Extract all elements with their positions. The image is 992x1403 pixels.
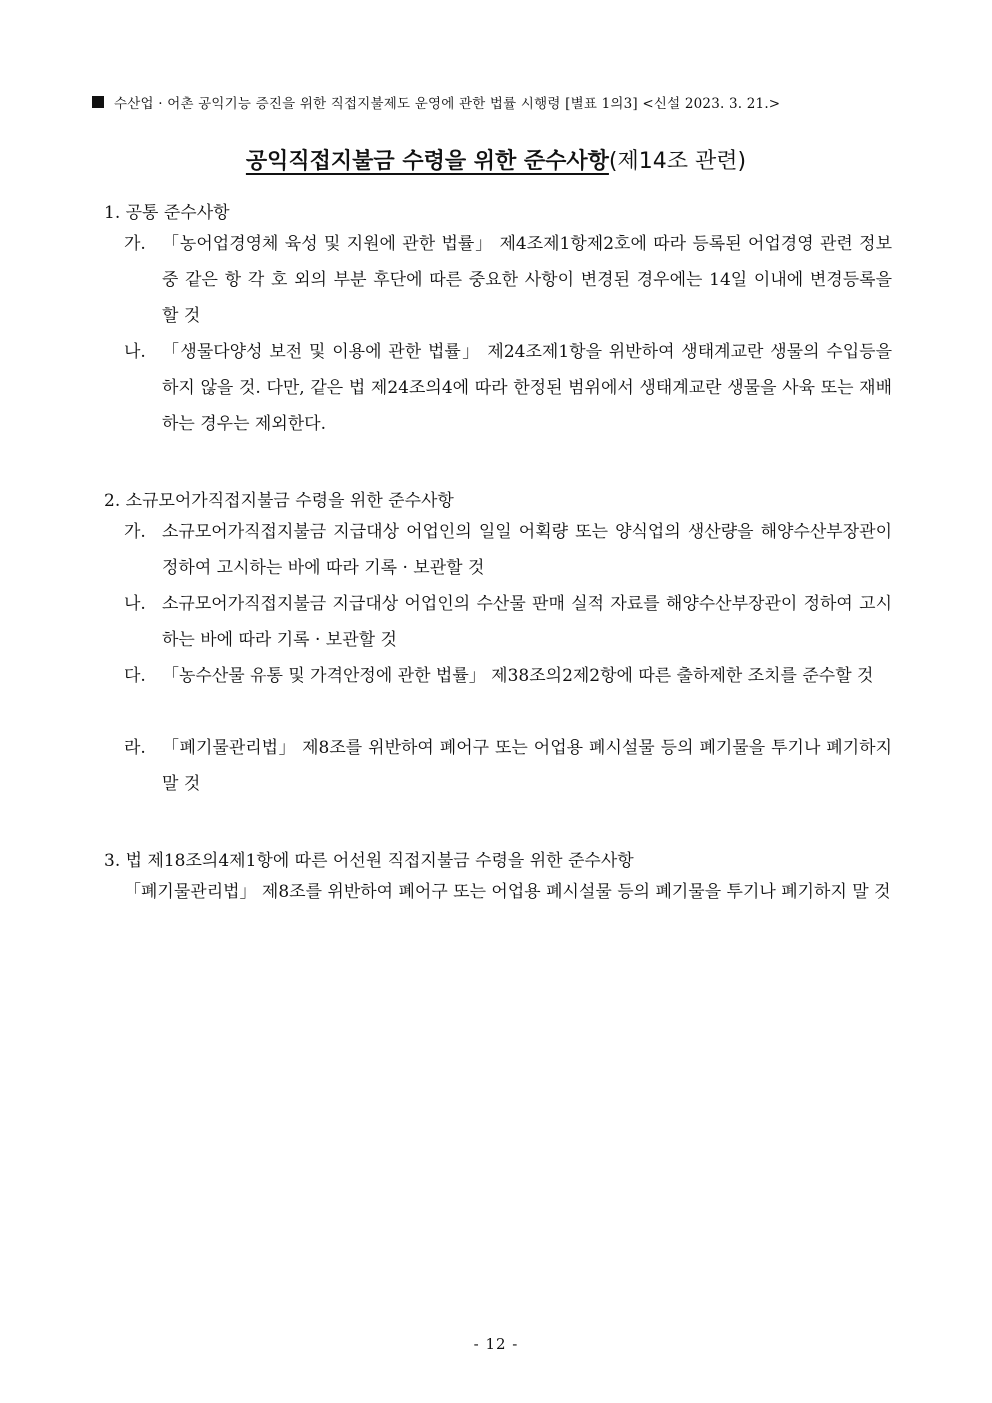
item-text: 소규모어가직접지불금 지급대상 어업인의 일일 어획량 또는 양식업의 생산량을 해양수산부장관이 정하여 고시하는 바에 따라 기록 · 보관할 것 bbox=[162, 522, 892, 578]
item-text: 소규모어가직접지불금 지급대상 어업인의 수산물 판매 실적 자료를 해양수산부장관이 정하여 고시하는 바에 따라 기록 · 보관할 것 bbox=[162, 594, 892, 650]
black-square-icon bbox=[92, 96, 104, 108]
section-3-heading: 3. 법 제18조의4제1항에 따른 어선원 직접지불금 수령을 위한 준수사항 bbox=[104, 851, 634, 871]
document-title bbox=[0, 144, 992, 175]
item-marker: 다. bbox=[124, 666, 146, 686]
item-marker: 가. bbox=[124, 234, 146, 254]
section-3-paragraph: 「폐기물관리법」 제8조를 위반하여 폐어구 또는 어업용 폐시설물 등의 폐기물을 투기나 폐기하지 말 것 bbox=[124, 882, 891, 902]
item-text: 「농어업경영체 육성 및 지원에 관한 법률」 제4조제1항제2호에 따라 등록된 어업경영 관련 정보 중 같은 항 각 호 외의 부분 후단에 따른 중요한 사항이 변경된 경우에는 14일 이내에 변경등록을 할 것 bbox=[162, 234, 892, 326]
item-marker: 나. bbox=[124, 342, 146, 362]
section-2-item-da bbox=[124, 658, 892, 694]
section-1-heading: 1. 공통 준수사항 bbox=[104, 203, 230, 223]
section-1-item-ga bbox=[124, 226, 892, 334]
header-text: 수산업 · 어촌 공익기능 증진을 위한 직접지불제도 운영에 관한 법률 시행령 [별표 1의3] <신설 2023. 3. 21.> bbox=[114, 96, 781, 112]
item-marker: 나. bbox=[124, 594, 146, 614]
page-number: - 12 - bbox=[473, 1335, 519, 1353]
item-marker: 라. bbox=[124, 738, 146, 758]
item-text: 「생물다양성 보전 및 이용에 관한 법률」 제24조제1항을 위반하여 생태계교란 생물의 수입등을 하지 않을 것. 다만, 같은 법 제24조의4에 따라 한정된 범위에서 생태계교란 생물을 사육 또는 재배하는 경우는 제외한다. bbox=[162, 342, 892, 434]
document-header bbox=[92, 92, 912, 112]
section-2-heading: 2. 소규모어가직접지불금 수령을 위한 준수사항 bbox=[104, 491, 454, 511]
section-2-item-na bbox=[124, 586, 892, 658]
section-2-item-ga bbox=[124, 514, 892, 586]
item-text: 「농수산물 유통 및 가격안정에 관한 법률」 제38조의2제2항에 따른 출하제한 조치를 준수할 것 bbox=[162, 666, 874, 686]
item-text: 「폐기물관리법」 제8조를 위반하여 폐어구 또는 어업용 폐시설물 등의 폐기물을 투기나 폐기하지 말 것 bbox=[162, 738, 892, 794]
item-marker: 가. bbox=[124, 522, 146, 542]
section-1-item-na bbox=[124, 334, 892, 442]
section-2-item-ra bbox=[124, 730, 892, 802]
title-main: 공익직접지불금 수령을 위한 준수사항 bbox=[245, 149, 609, 174]
title-suffix: (제14조 관련) bbox=[608, 149, 747, 174]
